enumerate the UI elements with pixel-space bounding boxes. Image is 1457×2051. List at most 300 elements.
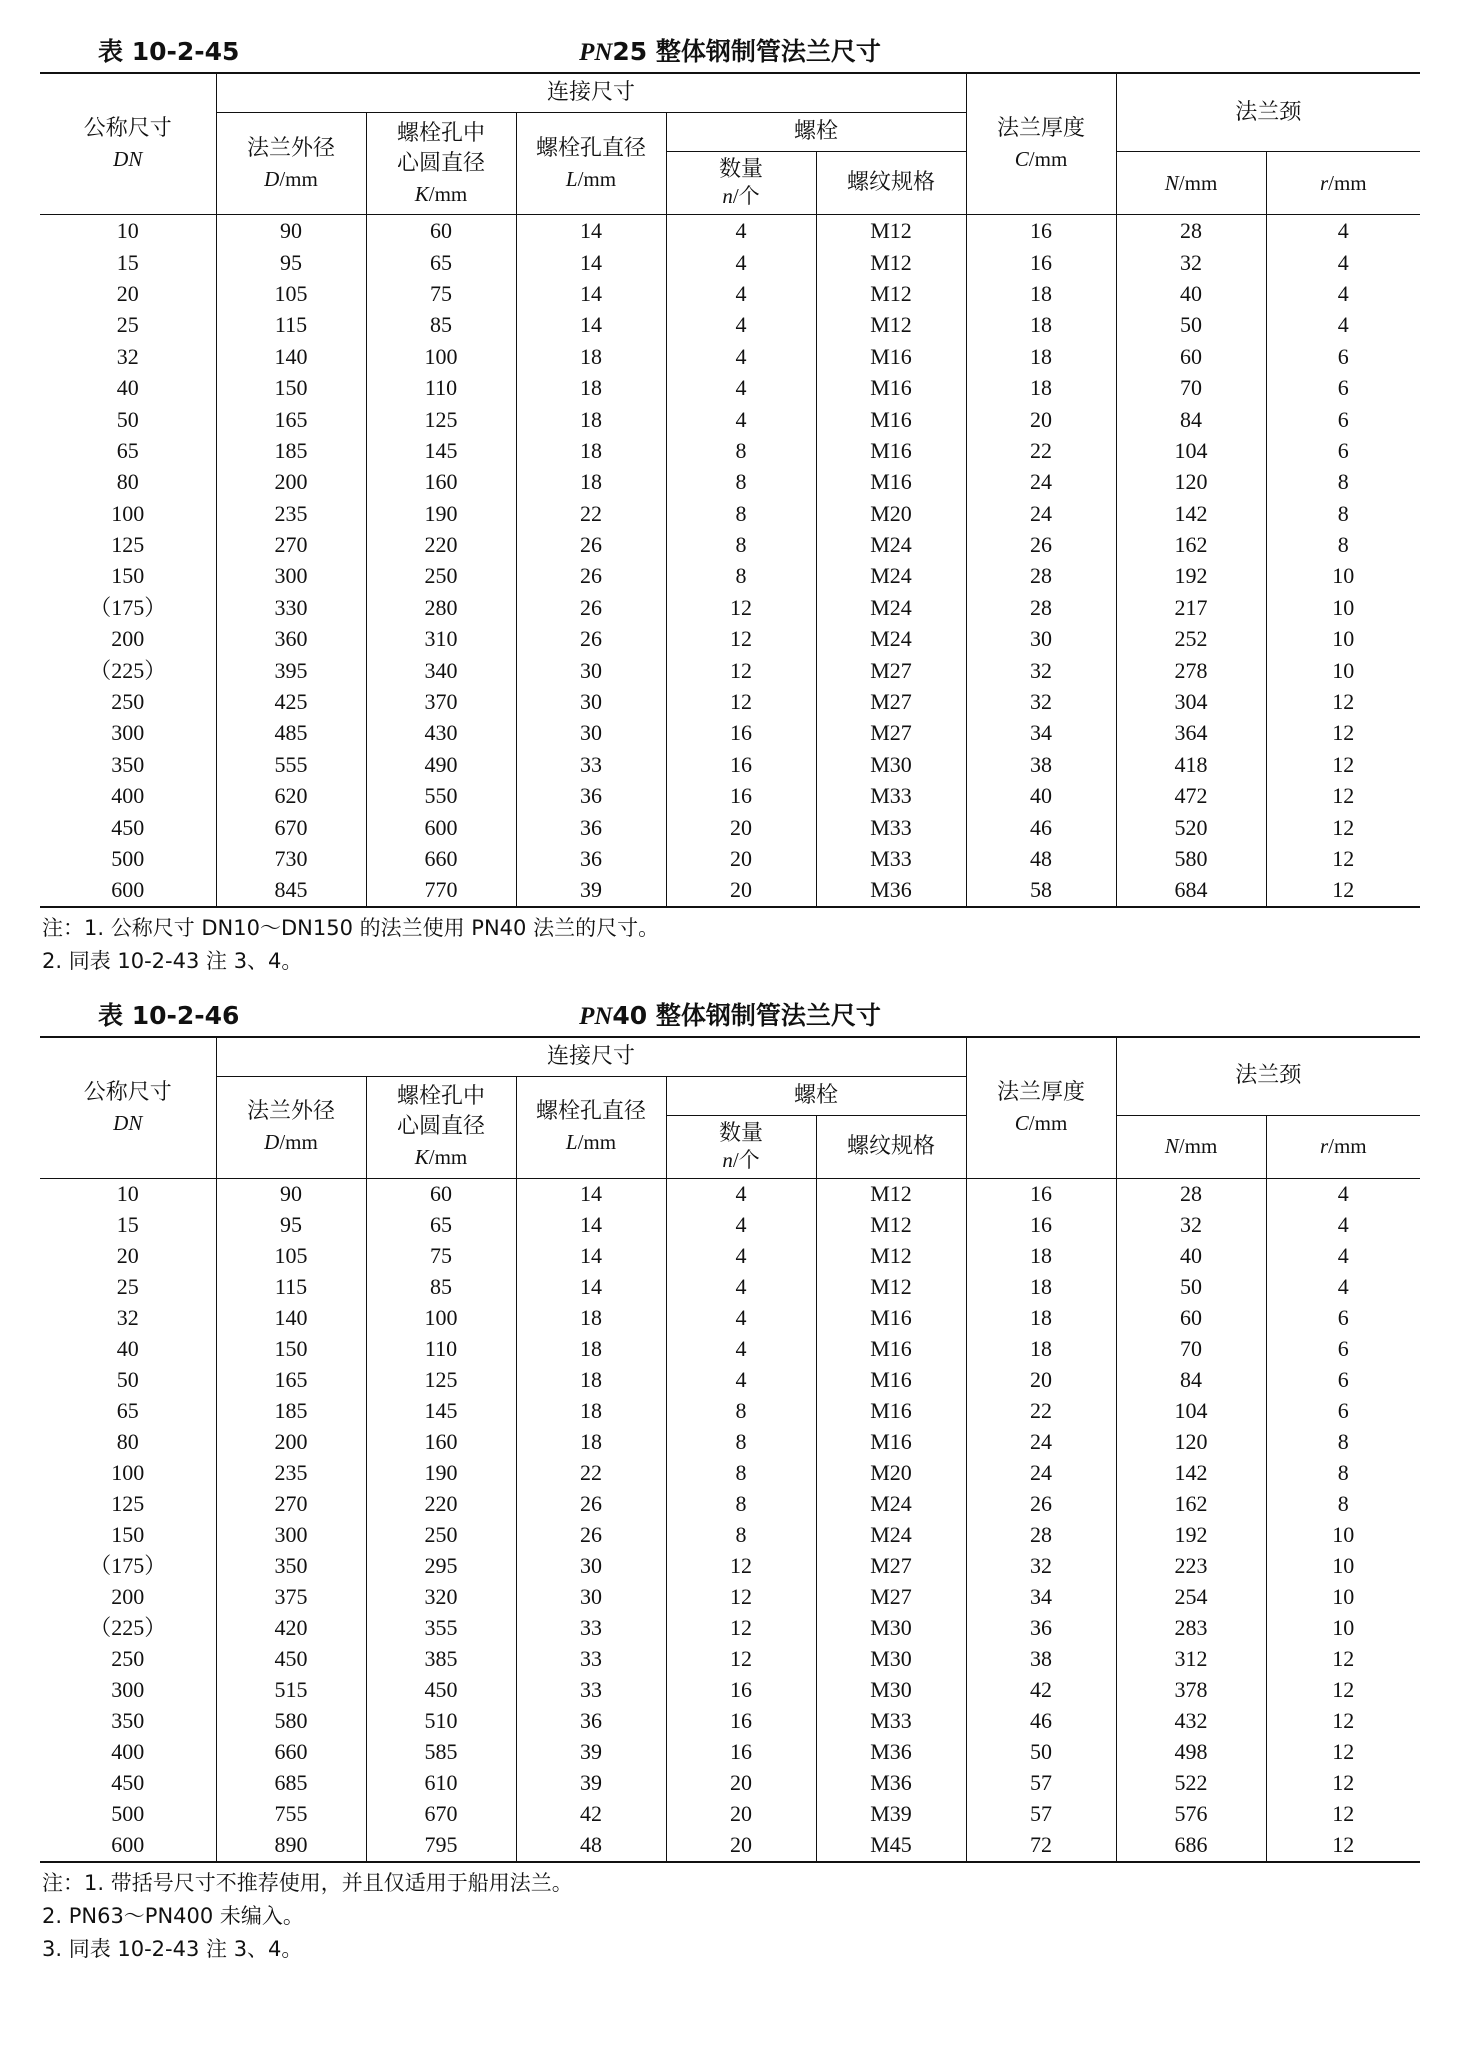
- cell-thickness: 58: [966, 874, 1116, 906]
- cell-bolt-circle: 280: [366, 592, 516, 623]
- cell-neck-n: 50: [1116, 1272, 1266, 1303]
- header-bolt-hole-unit: L/mm: [565, 1130, 617, 1155]
- header-thickness-unit: C/mm: [1014, 147, 1068, 171]
- table-section-pn40: [40, 992, 1420, 1966]
- table-row: [40, 1830, 1420, 1862]
- cell-dn: （175）: [40, 1551, 216, 1582]
- note-line: 2. 同表 10-2-43 注 3、4。: [42, 948, 303, 973]
- cell-neck-n: 120: [1116, 466, 1266, 497]
- cell-neck-r: 10: [1266, 592, 1420, 623]
- table-title: [40, 32, 1420, 68]
- cell-thread: M33: [816, 1706, 966, 1737]
- cell-thread: M12: [816, 1210, 966, 1241]
- cell-neck-r: 12: [1266, 843, 1420, 874]
- table-row: [40, 1396, 1420, 1427]
- table-row: [40, 403, 1420, 434]
- table-row: [40, 780, 1420, 811]
- cell-dn: 32: [40, 341, 216, 372]
- cell-neck-n: 192: [1116, 1520, 1266, 1551]
- header-bolt-circle: [366, 113, 516, 215]
- cell-outer-diameter: 140: [216, 341, 366, 372]
- cell-bolt-qty: 4: [666, 246, 816, 277]
- cell-bolt-circle: 65: [366, 246, 516, 277]
- cell-outer-diameter: 330: [216, 592, 366, 623]
- header-bolt-qty: [666, 1115, 816, 1178]
- cell-thread: M16: [816, 1365, 966, 1396]
- header-outer-diameter: [216, 113, 366, 215]
- cell-bolt-hole: 39: [516, 874, 666, 906]
- table-caption: [40, 28, 1420, 72]
- cell-outer-diameter: 165: [216, 1365, 366, 1396]
- page: [40, 28, 1420, 1980]
- cell-bolt-hole: 39: [516, 1768, 666, 1799]
- cell-thickness: 16: [966, 215, 1116, 247]
- cell-bolt-hole: 14: [516, 1210, 666, 1241]
- cell-thickness: 18: [966, 309, 1116, 340]
- cell-bolt-qty: 8: [666, 560, 816, 591]
- cell-neck-n: 32: [1116, 246, 1266, 277]
- cell-bolt-circle: 385: [366, 1644, 516, 1675]
- header-bolt-circle: [366, 1076, 516, 1178]
- header-bolt: 螺栓: [666, 1076, 966, 1115]
- cell-thickness: 34: [966, 717, 1116, 748]
- cell-dn: 25: [40, 309, 216, 340]
- table-row: [40, 215, 1420, 247]
- cell-outer-diameter: 420: [216, 1613, 366, 1644]
- cell-bolt-circle: 795: [366, 1830, 516, 1862]
- cell-bolt-qty: 4: [666, 1365, 816, 1396]
- cell-neck-n: 60: [1116, 341, 1266, 372]
- cell-neck-r: 8: [1266, 1427, 1420, 1458]
- cell-bolt-qty: 12: [666, 1613, 816, 1644]
- cell-outer-diameter: 350: [216, 1551, 366, 1582]
- header-outer-diameter-unit: D/mm: [264, 1130, 318, 1155]
- header-outer-diameter: [216, 1076, 366, 1178]
- table-body: [40, 1178, 1420, 1862]
- cell-thickness: 32: [966, 654, 1116, 685]
- cell-neck-r: 12: [1266, 686, 1420, 717]
- cell-neck-n: 432: [1116, 1706, 1266, 1737]
- cell-dn: 400: [40, 1737, 216, 1768]
- table-row: [40, 1303, 1420, 1334]
- cell-bolt-hole: 26: [516, 1489, 666, 1520]
- cell-thread: M16: [816, 1303, 966, 1334]
- cell-outer-diameter: 105: [216, 1241, 366, 1272]
- header-bolt-qty-label: 数量: [718, 1120, 763, 1146]
- cell-bolt-circle: 85: [366, 1272, 516, 1303]
- cell-neck-r: 8: [1266, 466, 1420, 497]
- cell-bolt-qty: 16: [666, 1706, 816, 1737]
- cell-bolt-circle: 600: [366, 811, 516, 842]
- cell-dn: 350: [40, 1706, 216, 1737]
- cell-thickness: 16: [966, 1210, 1116, 1241]
- cell-thread: M27: [816, 1582, 966, 1613]
- cell-outer-diameter: 730: [216, 843, 366, 874]
- header-thickness-label: 法兰厚度: [997, 116, 1086, 141]
- flange-dimension-table: [40, 72, 1420, 908]
- cell-bolt-circle: 110: [366, 1334, 516, 1365]
- cell-neck-n: 684: [1116, 874, 1266, 906]
- cell-neck-r: 12: [1266, 1768, 1420, 1799]
- cell-bolt-circle: 370: [366, 686, 516, 717]
- cell-bolt-qty: 20: [666, 874, 816, 906]
- table-row: [40, 1241, 1420, 1272]
- cell-outer-diameter: 580: [216, 1706, 366, 1737]
- header-dn: [40, 1037, 216, 1179]
- cell-bolt-circle: 220: [366, 1489, 516, 1520]
- cell-neck-n: 40: [1116, 1241, 1266, 1272]
- cell-bolt-qty: 12: [666, 592, 816, 623]
- cell-bolt-qty: 8: [666, 529, 816, 560]
- cell-outer-diameter: 395: [216, 654, 366, 685]
- table-title-text: 25 整体钢制管法兰尺寸: [612, 37, 881, 66]
- header-bolt-qty-label: 数量: [718, 157, 763, 182]
- cell-outer-diameter: 235: [216, 1458, 366, 1489]
- cell-dn: 400: [40, 780, 216, 811]
- cell-thread: M24: [816, 623, 966, 654]
- cell-dn: 500: [40, 1799, 216, 1830]
- cell-dn: 200: [40, 1582, 216, 1613]
- cell-bolt-qty: 4: [666, 1334, 816, 1365]
- cell-neck-n: 686: [1116, 1830, 1266, 1862]
- table-row: [40, 623, 1420, 654]
- cell-dn: 20: [40, 1241, 216, 1272]
- cell-thickness: 50: [966, 1737, 1116, 1768]
- cell-thread: M16: [816, 341, 966, 372]
- cell-bolt-qty: 20: [666, 811, 816, 842]
- cell-thickness: 30: [966, 623, 1116, 654]
- cell-bolt-circle: 550: [366, 780, 516, 811]
- cell-outer-diameter: 360: [216, 623, 366, 654]
- note-line: 3. 同表 10-2-43 注 3、4。: [42, 1936, 303, 1961]
- cell-bolt-qty: 4: [666, 1303, 816, 1334]
- flange-dimension-table: [40, 1036, 1420, 1863]
- cell-bolt-hole: 18: [516, 372, 666, 403]
- cell-bolt-circle: 250: [366, 560, 516, 591]
- cell-bolt-hole: 36: [516, 780, 666, 811]
- cell-thickness: 38: [966, 1644, 1116, 1675]
- cell-neck-r: 8: [1266, 498, 1420, 529]
- cell-neck-r: 12: [1266, 1737, 1420, 1768]
- cell-thickness: 16: [966, 246, 1116, 277]
- cell-neck-n: 418: [1116, 749, 1266, 780]
- cell-bolt-qty: 16: [666, 1737, 816, 1768]
- cell-outer-diameter: 845: [216, 874, 366, 906]
- cell-bolt-qty: 12: [666, 686, 816, 717]
- cell-thread: M33: [816, 811, 966, 842]
- cell-bolt-circle: 60: [366, 1178, 516, 1210]
- cell-neck-n: 60: [1116, 1303, 1266, 1334]
- cell-neck-n: 378: [1116, 1675, 1266, 1706]
- header-bolt: 螺栓: [666, 113, 966, 152]
- cell-outer-diameter: 115: [216, 1272, 366, 1303]
- cell-bolt-qty: 8: [666, 1396, 816, 1427]
- cell-thickness: 18: [966, 372, 1116, 403]
- cell-bolt-circle: 355: [366, 1613, 516, 1644]
- cell-neck-r: 4: [1266, 309, 1420, 340]
- cell-neck-r: 12: [1266, 1799, 1420, 1830]
- table-title: [40, 996, 1420, 1032]
- cell-dn: 350: [40, 749, 216, 780]
- cell-outer-diameter: 235: [216, 498, 366, 529]
- cell-neck-r: 10: [1266, 560, 1420, 591]
- table-section-pn25: [40, 28, 1420, 978]
- cell-neck-r: 12: [1266, 749, 1420, 780]
- cell-dn: 100: [40, 498, 216, 529]
- note-line: 注：1. 公称尺寸 DN10～DN150 的法兰使用 PN40 法兰的尺寸。: [42, 915, 660, 940]
- cell-bolt-circle: 110: [366, 372, 516, 403]
- table-row: [40, 466, 1420, 497]
- cell-bolt-circle: 125: [366, 1365, 516, 1396]
- cell-thread: M20: [816, 1458, 966, 1489]
- cell-dn: 300: [40, 717, 216, 748]
- cell-bolt-hole: 14: [516, 1178, 666, 1210]
- cell-outer-diameter: 105: [216, 278, 366, 309]
- cell-bolt-hole: 26: [516, 529, 666, 560]
- cell-bolt-hole: 30: [516, 654, 666, 685]
- table-row: [40, 1210, 1420, 1241]
- cell-neck-r: 6: [1266, 341, 1420, 372]
- cell-bolt-qty: 12: [666, 1551, 816, 1582]
- cell-neck-r: 4: [1266, 278, 1420, 309]
- cell-bolt-circle: 295: [366, 1551, 516, 1582]
- cell-bolt-qty: 20: [666, 1768, 816, 1799]
- cell-bolt-qty: 8: [666, 1427, 816, 1458]
- cell-outer-diameter: 200: [216, 1427, 366, 1458]
- table-row: [40, 1799, 1420, 1830]
- cell-thickness: 48: [966, 843, 1116, 874]
- header-connection: 连接尺寸: [216, 73, 966, 113]
- header-bolt-qty-unit: n/个: [722, 184, 760, 208]
- header-bolt-hole-label: 螺栓孔直径: [535, 135, 646, 161]
- cell-thread: M12: [816, 278, 966, 309]
- header-bolt-hole-unit: L/mm: [565, 166, 617, 191]
- cell-thickness: 18: [966, 1272, 1116, 1303]
- cell-dn: 15: [40, 1210, 216, 1241]
- cell-outer-diameter: 90: [216, 1178, 366, 1210]
- cell-bolt-circle: 310: [366, 623, 516, 654]
- cell-bolt-qty: 8: [666, 1520, 816, 1551]
- cell-dn: 25: [40, 1272, 216, 1303]
- cell-dn: 10: [40, 1178, 216, 1210]
- cell-thickness: 32: [966, 686, 1116, 717]
- cell-dn: 80: [40, 466, 216, 497]
- cell-neck-r: 12: [1266, 874, 1420, 906]
- cell-outer-diameter: 670: [216, 811, 366, 842]
- cell-bolt-hole: 39: [516, 1737, 666, 1768]
- cell-thread: M30: [816, 1644, 966, 1675]
- cell-thread: M24: [816, 1489, 966, 1520]
- cell-neck-r: 6: [1266, 403, 1420, 434]
- cell-thread: M27: [816, 717, 966, 748]
- cell-neck-r: 6: [1266, 1365, 1420, 1396]
- cell-outer-diameter: 150: [216, 372, 366, 403]
- cell-bolt-qty: 8: [666, 435, 816, 466]
- cell-thickness: 18: [966, 1241, 1116, 1272]
- table-row: [40, 843, 1420, 874]
- cell-outer-diameter: 375: [216, 1582, 366, 1613]
- cell-thickness: 18: [966, 1334, 1116, 1365]
- table-row: [40, 654, 1420, 685]
- cell-bolt-hole: 14: [516, 215, 666, 247]
- cell-thickness: 18: [966, 1303, 1116, 1334]
- cell-bolt-qty: 8: [666, 1489, 816, 1520]
- cell-dn: 450: [40, 811, 216, 842]
- table-number: 表 10-2-45: [98, 37, 240, 66]
- cell-dn: 150: [40, 560, 216, 591]
- cell-bolt-circle: 145: [366, 435, 516, 466]
- cell-neck-r: 10: [1266, 654, 1420, 685]
- cell-dn: （175）: [40, 592, 216, 623]
- header-dn-symbol: DN: [113, 147, 143, 171]
- cell-dn: 10: [40, 215, 216, 247]
- cell-neck-r: 4: [1266, 1272, 1420, 1303]
- table-row: [40, 1489, 1420, 1520]
- table-notes: [40, 1867, 1420, 1966]
- cell-bolt-qty: 4: [666, 278, 816, 309]
- cell-thread: M20: [816, 498, 966, 529]
- cell-neck-n: 223: [1116, 1551, 1266, 1582]
- cell-thread: M12: [816, 215, 966, 247]
- cell-thickness: 16: [966, 1178, 1116, 1210]
- cell-dn: 125: [40, 1489, 216, 1520]
- cell-thread: M30: [816, 1675, 966, 1706]
- header-dn-label: 公称尺寸: [83, 1079, 172, 1105]
- cell-thread: M16: [816, 1427, 966, 1458]
- cell-bolt-qty: 12: [666, 654, 816, 685]
- table-row: [40, 811, 1420, 842]
- cell-thickness: 24: [966, 466, 1116, 497]
- table-caption: [40, 992, 1420, 1036]
- header-thickness-label: 法兰厚度: [997, 1079, 1086, 1105]
- cell-dn: 50: [40, 1365, 216, 1396]
- cell-outer-diameter: 90: [216, 215, 366, 247]
- cell-thread: M12: [816, 309, 966, 340]
- table-row: [40, 309, 1420, 340]
- cell-thickness: 26: [966, 1489, 1116, 1520]
- cell-thread: M24: [816, 592, 966, 623]
- cell-bolt-hole: 36: [516, 811, 666, 842]
- cell-thread: M16: [816, 372, 966, 403]
- table-title-text: 40 整体钢制管法兰尺寸: [612, 1000, 881, 1030]
- cell-neck-r: 6: [1266, 1303, 1420, 1334]
- cell-thread: M12: [816, 1272, 966, 1303]
- header-thread: 螺纹规格: [816, 152, 966, 215]
- cell-dn: 15: [40, 246, 216, 277]
- table-row: [40, 1613, 1420, 1644]
- cell-bolt-hole: 26: [516, 623, 666, 654]
- cell-bolt-qty: 4: [666, 309, 816, 340]
- cell-outer-diameter: 150: [216, 1334, 366, 1365]
- cell-thread: M24: [816, 560, 966, 591]
- cell-neck-n: 192: [1116, 560, 1266, 591]
- cell-thread: M16: [816, 403, 966, 434]
- cell-thickness: 46: [966, 1706, 1116, 1737]
- cell-thread: M27: [816, 686, 966, 717]
- cell-bolt-hole: 30: [516, 686, 666, 717]
- cell-thread: M12: [816, 246, 966, 277]
- cell-outer-diameter: 450: [216, 1644, 366, 1675]
- cell-outer-diameter: 115: [216, 309, 366, 340]
- note-line: 2. PN63～PN400 未编入。: [42, 1903, 304, 1928]
- header-bolt-hole-label: 螺栓孔直径: [535, 1099, 646, 1125]
- cell-bolt-circle: 250: [366, 1520, 516, 1551]
- cell-bolt-hole: 18: [516, 1303, 666, 1334]
- cell-bolt-circle: 190: [366, 498, 516, 529]
- cell-bolt-hole: 30: [516, 1582, 666, 1613]
- table-row: [40, 278, 1420, 309]
- table-row: [40, 529, 1420, 560]
- cell-thickness: 46: [966, 811, 1116, 842]
- cell-bolt-hole: 18: [516, 435, 666, 466]
- header-dn: [40, 73, 216, 215]
- cell-bolt-hole: 30: [516, 1551, 666, 1582]
- cell-outer-diameter: 515: [216, 1675, 366, 1706]
- cell-bolt-circle: 490: [366, 749, 516, 780]
- cell-neck-r: 4: [1266, 1241, 1420, 1272]
- cell-thickness: 22: [966, 435, 1116, 466]
- cell-thickness: 72: [966, 1830, 1116, 1862]
- cell-neck-r: 10: [1266, 1613, 1420, 1644]
- cell-thickness: 24: [966, 1458, 1116, 1489]
- table-row: [40, 560, 1420, 591]
- cell-bolt-hole: 14: [516, 1272, 666, 1303]
- cell-bolt-circle: 510: [366, 1706, 516, 1737]
- cell-bolt-circle: 670: [366, 1799, 516, 1830]
- cell-dn: 600: [40, 874, 216, 906]
- cell-outer-diameter: 685: [216, 1768, 366, 1799]
- cell-neck-n: 217: [1116, 592, 1266, 623]
- cell-bolt-hole: 48: [516, 1830, 666, 1862]
- cell-thickness: 20: [966, 1365, 1116, 1396]
- cell-thickness: 28: [966, 592, 1116, 623]
- header-bolt-circle-line1: 螺栓孔中: [396, 1084, 485, 1110]
- cell-neck-n: 162: [1116, 1489, 1266, 1520]
- cell-bolt-circle: 85: [366, 309, 516, 340]
- cell-bolt-circle: 430: [366, 717, 516, 748]
- cell-dn: 32: [40, 1303, 216, 1334]
- table-notes: [40, 912, 1420, 978]
- cell-bolt-circle: 770: [366, 874, 516, 906]
- cell-neck-r: 10: [1266, 1520, 1420, 1551]
- cell-thickness: 40: [966, 780, 1116, 811]
- cell-neck-n: 254: [1116, 1582, 1266, 1613]
- cell-dn: 50: [40, 403, 216, 434]
- cell-neck-r: 4: [1266, 1210, 1420, 1241]
- cell-bolt-hole: 14: [516, 278, 666, 309]
- cell-dn: 40: [40, 372, 216, 403]
- cell-thread: M39: [816, 1799, 966, 1830]
- header-dn-symbol: DN: [113, 1110, 143, 1135]
- cell-neck-r: 12: [1266, 811, 1420, 842]
- cell-thread: M12: [816, 1178, 966, 1210]
- cell-bolt-hole: 18: [516, 1427, 666, 1458]
- cell-outer-diameter: 425: [216, 686, 366, 717]
- cell-thread: M36: [816, 874, 966, 906]
- cell-neck-n: 28: [1116, 215, 1266, 247]
- header-bolt-hole: [516, 1076, 666, 1178]
- cell-thickness: 42: [966, 1675, 1116, 1706]
- cell-bolt-qty: 20: [666, 1830, 816, 1862]
- table-row: [40, 1582, 1420, 1613]
- table-row: [40, 686, 1420, 717]
- cell-thread: M45: [816, 1830, 966, 1862]
- cell-neck-n: 364: [1116, 717, 1266, 748]
- cell-thread: M24: [816, 1520, 966, 1551]
- cell-bolt-hole: 14: [516, 309, 666, 340]
- cell-neck-n: 70: [1116, 1334, 1266, 1365]
- table-body: [40, 215, 1420, 907]
